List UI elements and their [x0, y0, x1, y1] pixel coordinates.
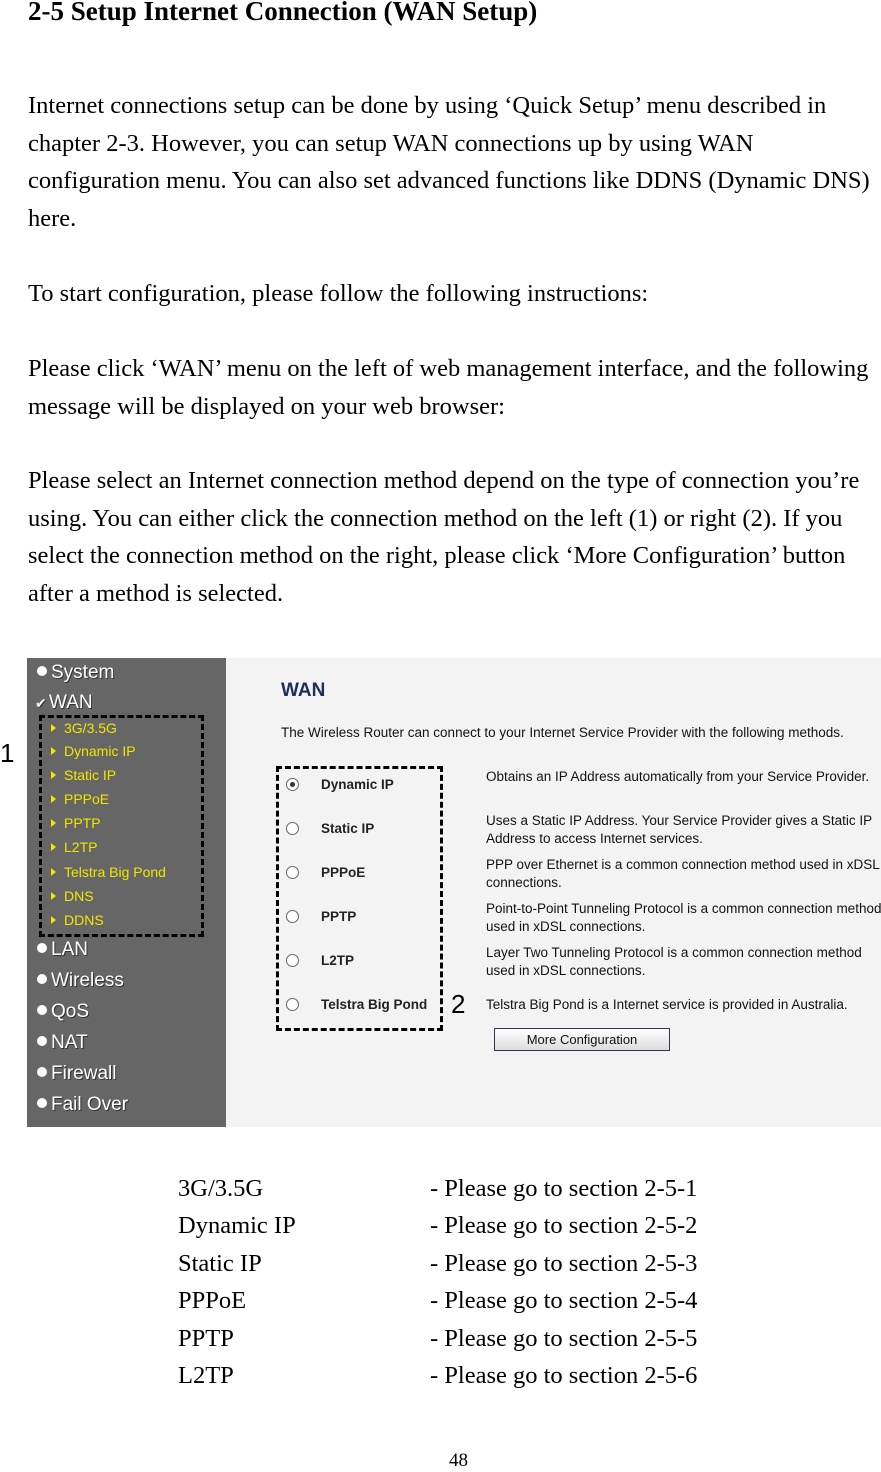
option-desc: Layer Two Tunneling Protocol is a common connection method used in xDSL connections. — [486, 945, 862, 978]
sidebar-item-wireless[interactable]: Wireless — [27, 970, 124, 992]
bullet-icon — [37, 666, 47, 676]
option-pptp[interactable]: PPTP — [286, 909, 356, 924]
sidebar-item-lan[interactable]: LAN — [27, 939, 88, 961]
option-dynamic-ip[interactable]: Dynamic IP — [286, 777, 394, 792]
sidebar-sub-dynamic-ip[interactable]: Dynamic IP — [51, 743, 136, 759]
sidebar-sub-3g[interactable]: 3G/3.5G — [51, 720, 117, 736]
sidebar-sub-pptp[interactable]: PPTP — [51, 815, 101, 831]
sidebar-sub-telstra[interactable]: Telstra Big Pond — [51, 864, 166, 880]
sidebar-sub-static-ip[interactable]: Static IP — [51, 767, 116, 783]
sidebar-sub-ddns[interactable]: DDNS — [51, 912, 104, 928]
wan-panel — [226, 658, 881, 1127]
option-desc: Telstra Big Pond is a Internet service is provided in Australia. — [486, 997, 848, 1012]
page-number: 48 — [449, 1450, 468, 1471]
bullet-icon — [37, 1098, 47, 1108]
sidebar-sub-pppoe[interactable]: PPPoE — [51, 791, 109, 807]
sidebar-item-wan[interactable]: ✔ WAN — [35, 692, 93, 713]
sidebar-item-firewall[interactable]: Firewall — [27, 1063, 116, 1085]
select-method-paragraph: Please select an Internet connection method depend on the type of connection you’re using. You can either click the connection method on the left (1) or right (2). If you select the connection method on the right, please click ‘More Configuration’ button after a method is selected. — [28, 467, 860, 607]
bullet-icon — [37, 943, 47, 953]
bullet-icon — [37, 1067, 47, 1077]
sidebar-item-qos[interactable]: QoS — [27, 1001, 89, 1023]
option-desc: Point-to-Point Tunneling Protocol is a common connection method used in xDSL connections. — [486, 901, 881, 934]
option-desc: Obtains an IP Address automatically from your Service Provider. — [486, 769, 870, 784]
sidebar — [27, 658, 226, 1127]
bullet-icon — [37, 1036, 47, 1046]
wan-description: The Wireless Router can connect to your Internet Service Provider with the following methods. — [281, 725, 844, 740]
wan-screenshot — [27, 658, 881, 1127]
option-pppoe[interactable]: PPPoE — [286, 865, 365, 880]
marker-2: 2 — [451, 989, 466, 1019]
sidebar-sub-l2tp[interactable]: L2TP — [51, 839, 97, 855]
intro-paragraph: Internet connections setup can be done by using ‘Quick Setup’ menu described in chapter 2-3. However, you can setup WAN connections up by using WAN configuration menu. You can also set advanced functions like DDNS (Dynamic DNS) here. — [28, 92, 870, 232]
more-configuration-button[interactable]: More Configuration — [494, 1028, 670, 1051]
option-desc: Uses a Static IP Address. Your Service Provider gives a Static IP Address to access Internet services. — [486, 813, 872, 846]
option-desc: PPP over Ethernet is a common connection method used in xDSL connections. — [486, 857, 880, 890]
highlight-box-2 — [276, 766, 443, 1031]
click-wan-paragraph: Please click ‘WAN’ menu on the left of web management interface, and the following message will be displayed on your web browser: — [28, 355, 869, 420]
wan-title: WAN — [281, 680, 326, 701]
sidebar-sub-dns[interactable]: DNS — [51, 888, 94, 904]
option-l2tp[interactable]: L2TP — [286, 953, 354, 968]
section-heading: 2-5 Setup Internet Connection (WAN Setup) — [28, 0, 538, 26]
highlight-box-1 — [39, 715, 204, 937]
check-icon: ✔ — [35, 695, 47, 711]
option-static-ip[interactable]: Static IP — [286, 821, 374, 836]
sidebar-item-fail-over[interactable]: Fail Over — [27, 1094, 128, 1116]
sidebar-item-system[interactable]: System — [27, 662, 114, 684]
marker-1: 1 — [0, 738, 15, 768]
sidebar-item-nat[interactable]: NAT — [27, 1032, 88, 1054]
option-telstra-big-pond[interactable]: Telstra Big Pond — [286, 997, 427, 1012]
bullet-icon — [37, 974, 47, 984]
start-paragraph: To start configuration, please follow the following instructions: — [28, 280, 649, 307]
bullet-icon — [37, 1005, 47, 1015]
